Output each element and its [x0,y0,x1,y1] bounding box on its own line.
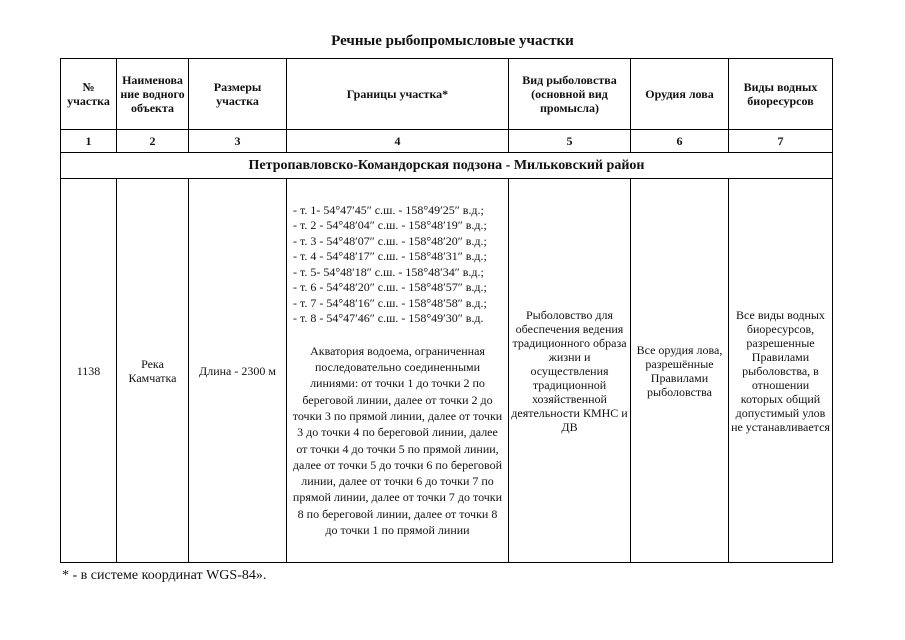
subzone-row [61,153,833,179]
header-row [61,59,833,130]
fishing-type-cell: Рыболовство для обеспечения ведения традиционного образа жизни и осуществления традиционной хозяйственной деятельности КМНС и ДВ [509,179,631,563]
boundaries-cell [287,179,509,563]
header-fishing-type: Вид рыболовства (основной вид промысла) [509,59,631,130]
area-number-cell: 1138 [61,179,117,563]
column-number: 4 [287,130,509,153]
header-area-size: Размеры участка [189,59,287,130]
fishing-gear-cell: Все орудия лова, разрешённые Правилами рыболовства [631,179,729,563]
boundary-point: - т. 6 - 54°48′20″ с.ш. - 158°48′57″ в.д.; [293,280,487,295]
subzone-heading: Петропавловско-Командорская подзона - Мильковский район [61,153,833,179]
header-fishing-gear: Орудия лова [631,59,729,130]
boundary-point: - т. 8 - 54°47′46″ с.ш. - 158°49′30″ в.д. [293,311,484,326]
column-number-row [61,130,833,153]
column-number: 7 [729,130,833,153]
boundary-point: - т. 2 - 54°48′04″ с.ш. - 158°48′19″ в.д.; [293,218,487,233]
area-size-cell: Длина - 2300 м [189,179,287,563]
table-row [61,179,833,563]
boundary-point: - т. 5- 54°48′18″ с.ш. - 158°48′34″ в.д.; [293,264,484,279]
table-title: Речные рыбопромысловые участки [331,33,574,49]
fishing-areas-table [60,58,833,563]
column-number: 6 [631,130,729,153]
boundary-point: - т. 1- 54°47′45″ с.ш. - 158°49′25″ в.д.; [293,202,484,217]
boundary-point: - т. 7 - 54°48′16″ с.ш. - 158°48′58″ в.д.; [293,295,487,310]
header-area-boundaries: Границы участка* [287,59,509,130]
column-number: 2 [117,130,189,153]
footnote: * - в системе координат WGS-84». [62,568,267,583]
header-species: Виды водных биоресурсов [729,59,833,130]
column-number: 1 [61,130,117,153]
boundary-description: Акватория водоема, ограниченная последовательно соединенными линиями: от точки 1 до точки 2 по береговой линии, далее от точки 2 до точки 3 по прямой линии, далее от точки 3 до точки 4 по береговой линии, далее от точки 4 до точки 5 по прямой линии, далее от точки 5 до точки 6 по береговой линии, далее от точки 6 до точки 7 по прямой линии, далее от точки 7 до точки 8 по береговой линии, далее от точки 8 до точки 1 по прямой линии [292,343,503,537]
column-number: 5 [509,130,631,153]
boundary-point: - т. 4 - 54°48′17″ с.ш. - 158°48′31″ в.д.; [293,249,487,264]
header-area-number: № участка [61,59,117,130]
column-number: 3 [189,130,287,153]
header-water-object: Наименова ние водного объекта [117,59,189,130]
species-cell: Все виды водных биоресурсов, разрешенные Правилами рыболовства, в отношении которых общий допустимый улов не устанавливается [729,179,833,563]
boundary-point: - т. 3 - 54°48′07″ с.ш. - 158°48′20″ в.д.; [293,233,487,248]
water-object-cell: Река Камчатка [117,179,189,563]
